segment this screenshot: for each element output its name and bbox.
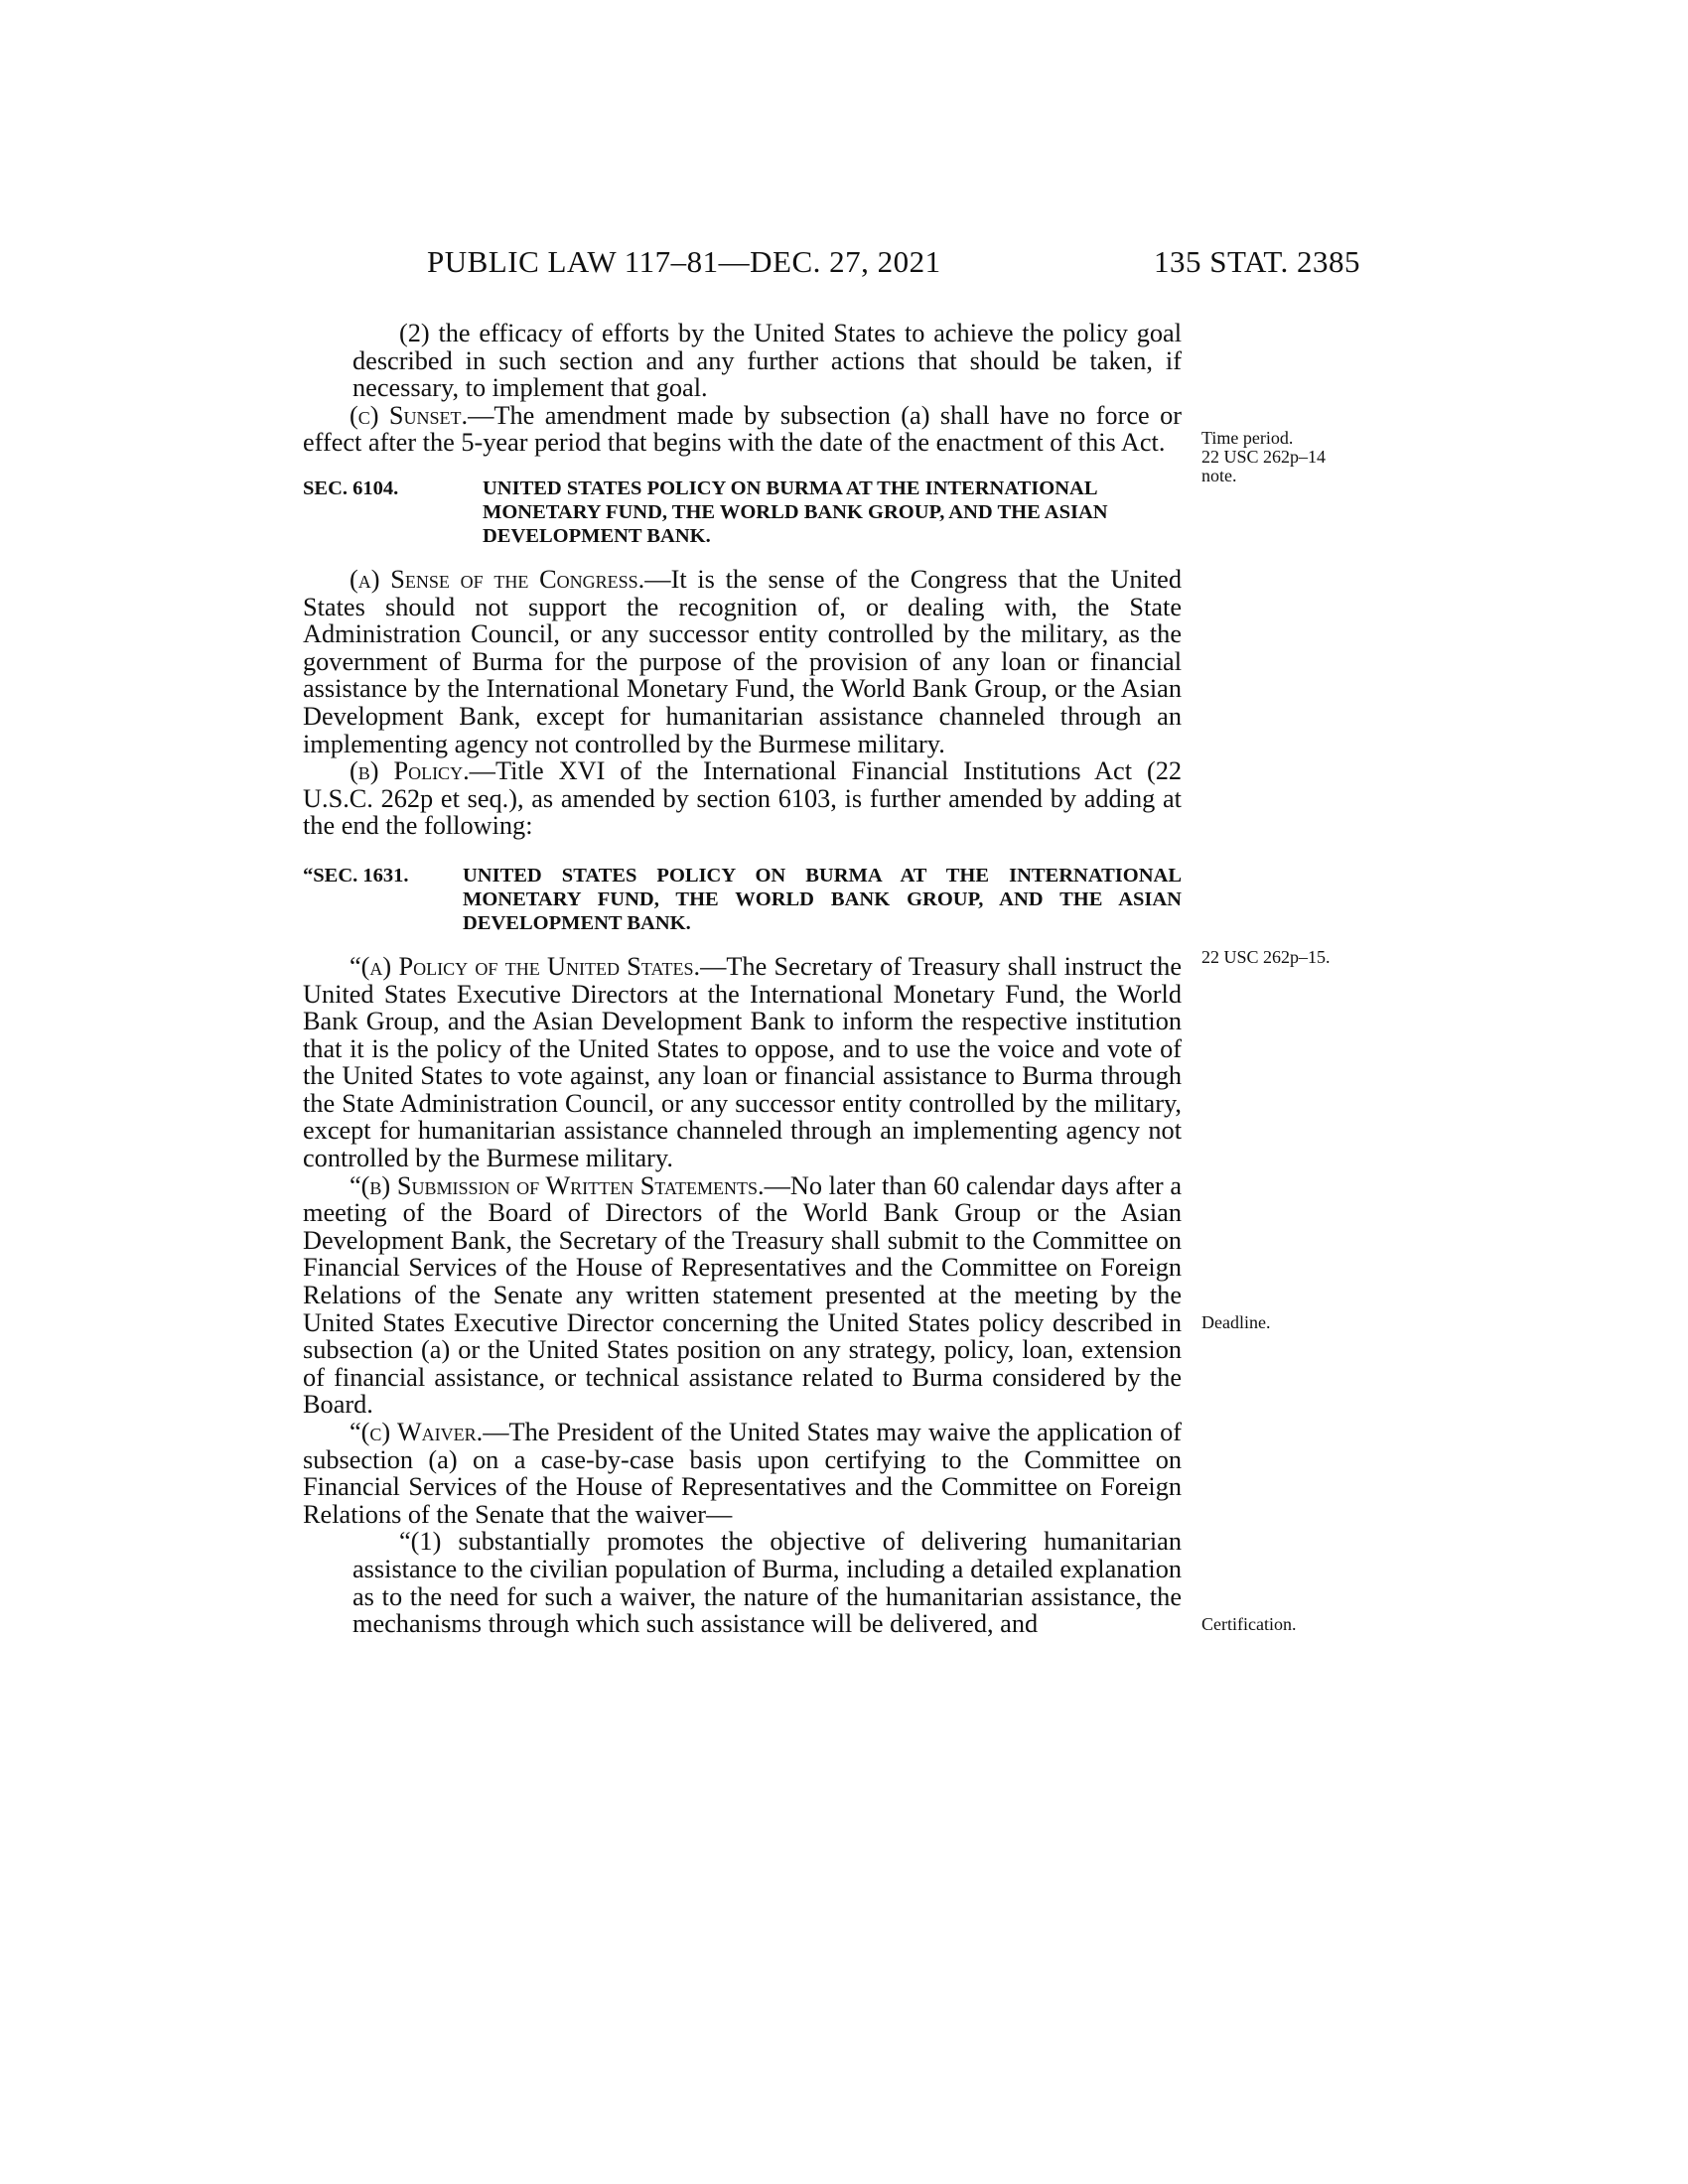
section-6104-number: SEC. 6104. (303, 477, 399, 499)
quoted-paragraph-1: “(1) substantially promotes the objective of delivering humanitarian assistance to the civilian population of Burma, including a detailed explanation as to the need for such a waiver, the nature of the humanitarian assistance, the mechanisms through which such assistance will be delivered, and (352, 1527, 1182, 1639)
quoted-c-heading: “(c) Waiver. (350, 1418, 484, 1446)
margin-note-usc-262p-15: 22 USC 262p–15. (1201, 947, 1331, 967)
quoted-b-heading: “(b) Submission of Written Statements. (350, 1170, 765, 1200)
time-period-note: Time period. (1201, 428, 1294, 448)
paragraph-item-2: (2) the efficacy of efforts by the United States to achieve the policy goal described in such section and any further actions that should be taken, if necessary, to implement that goal. (352, 319, 1182, 403)
quoted-subsection-c (303, 1419, 1182, 1528)
section-1631-heading (303, 864, 1182, 935)
sense-heading: (a) Sense of the Congress. (350, 564, 645, 594)
sunset-text: —The amendment made by subsection (a) shall have no force or effect after the 5-year period that begins with the date of the enactment of this Act. (303, 400, 1182, 458)
sunset-heading: (c) Sunset. (350, 400, 469, 430)
policy-text: —Title XVI of the International Financial Institutions Act (22 U.S.C. 262p et seq.), as amended by section 6103, is further amended by adding at the end the following: (303, 756, 1183, 841)
margin-note-deadline: Deadline. (1201, 1312, 1271, 1332)
public-law-title: PUBLIC LAW 117–81—DEC. 27, 2021 (427, 244, 941, 279)
statute-page-number: 135 STAT. 2385 (1154, 244, 1361, 279)
section-1631-title: UNITED STATES POLICY ON BURMA AT THE INTERNATIONAL MONETARY FUND, THE WORLD BANK GROUP, AND THE ASIAN DEVELOPMENT BANK. (463, 864, 1182, 934)
usc-262p-14-note: 22 USC 262p–14 (1201, 447, 1327, 467)
margin-note-time-period (1201, 429, 1326, 485)
section-1631-number: “SEC. 1631. (303, 864, 409, 887)
margin-note-certification: Certification. (1201, 1614, 1297, 1634)
section-6104-title: UNITED STATES POLICY ON BURMA AT THE INTERNATIONAL MONETARY FUND, THE WORLD BANK GROUP, AND THE ASIAN DEVELOPMENT BANK. (483, 477, 1108, 547)
quoted-b-text: —No later than 60 calendar days after a meeting of the Board of Directors of the World Bank Group or the Asian Development Bank, the Secretary of the Treasury shall submit to the Committee on Financial Services of the House of Representatives and the Committee on Foreign Relations of the Senate any written statement presented at the meeting by the United States Executive Director concerning the United States policy described in subsection (a) or the United States position on any strategy, policy, loan, extension of financial assistance, or technical assistance related to Burma considered by the Board. (303, 1170, 1183, 1420)
subsection-b-policy (303, 757, 1182, 840)
subsection-a-sense (303, 566, 1182, 757)
sense-text: —It is the sense of the Congress that the United States should not support the recognition of, or dealing with, the State Administration Council, or any successor entity controlled by the military, as the government of Burma for the purpose of the provision of any loan or financial assistance by the International Monetary Fund, the World Bank Group, or the Asian Development Bank, except for humanitarian assistance channeled through an implementing agency not controlled by the Burmese military. (303, 564, 1182, 758)
quoted-a-text: —The Secretary of Treasury shall instruct the United States Executive Directors at the International Monetary Fund, the World Bank Group, and the Asian Development Bank to inform the respective institution that it is the policy of the United States to oppose, and to use the voice and vote of the United States to vote against, any loan or financial assistance to Burma through the State Administration Council, or any successor entity controlled by the military, except for humanitarian assistance channeled through an implementing agency not controlled by the Burmese military. (303, 951, 1182, 1173)
quoted-c-text: —The President of the United States may waive the application of subsection (a) on a case-by-case basis upon certifying to the Committee on Financial Services of the House of Representatives and the Committee on Foreign Relations of the Senate that the waiver— (303, 1418, 1182, 1529)
body-text (303, 320, 1182, 1638)
running-head (0, 244, 1688, 284)
quoted-subsection-b (303, 1172, 1182, 1419)
quoted-a-heading: “(a) Policy of the United States. (350, 951, 701, 981)
subsection-c-sunset (303, 402, 1182, 457)
note-label: note. (1201, 466, 1237, 485)
quoted-subsection-a (303, 953, 1182, 1172)
section-6104-heading (303, 477, 1182, 548)
policy-heading: (b) Policy. (350, 756, 470, 786)
